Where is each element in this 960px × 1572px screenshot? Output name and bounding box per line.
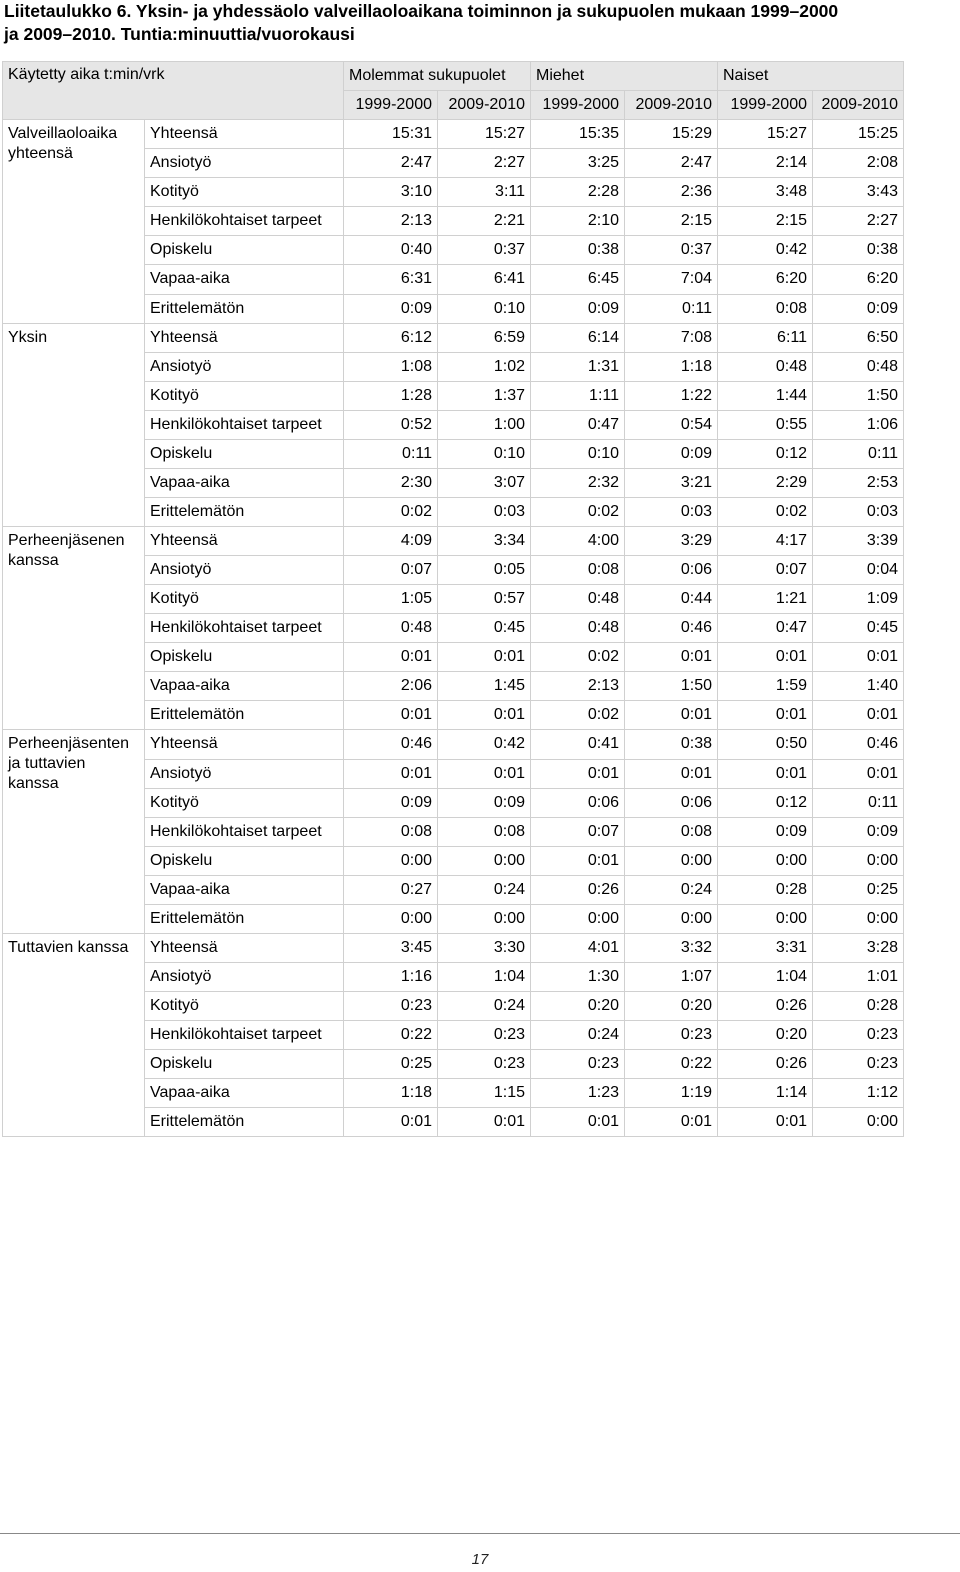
value-cell: 0:40 bbox=[344, 236, 438, 265]
header-group-women: Naiset bbox=[718, 62, 904, 91]
value-cell: 3:28 bbox=[813, 933, 904, 962]
footer-divider bbox=[0, 1533, 960, 1534]
value-cell: 0:44 bbox=[625, 585, 718, 614]
value-cell: 4:09 bbox=[344, 527, 438, 556]
value-cell: 0:23 bbox=[438, 1021, 531, 1050]
value-cell: 0:02 bbox=[718, 497, 813, 526]
value-cell: 0:09 bbox=[813, 294, 904, 323]
value-cell: 2:36 bbox=[625, 178, 718, 207]
value-cell: 2:08 bbox=[813, 149, 904, 178]
value-cell: 2:15 bbox=[625, 207, 718, 236]
row-group-label: Yksin bbox=[3, 323, 145, 526]
value-cell: 0:09 bbox=[344, 788, 438, 817]
value-cell: 0:25 bbox=[813, 875, 904, 904]
table-row bbox=[3, 730, 904, 759]
title-line-2: ja 2009–2010. Tuntia:minuuttia/vuorokausi bbox=[4, 24, 355, 44]
value-cell: 0:38 bbox=[531, 236, 625, 265]
activity-label: Yhteensä bbox=[145, 933, 344, 962]
value-cell: 0:00 bbox=[344, 846, 438, 875]
value-cell: 0:01 bbox=[531, 1108, 625, 1137]
activity-label: Vapaa-aika bbox=[145, 468, 344, 497]
value-cell: 3:31 bbox=[718, 933, 813, 962]
value-cell: 0:54 bbox=[625, 410, 718, 439]
value-cell: 0:50 bbox=[718, 730, 813, 759]
value-cell: 0:47 bbox=[718, 614, 813, 643]
value-cell: 0:24 bbox=[625, 875, 718, 904]
value-cell: 1:45 bbox=[438, 672, 531, 701]
value-cell: 0:09 bbox=[718, 817, 813, 846]
value-cell: 2:21 bbox=[438, 207, 531, 236]
value-cell: 6:20 bbox=[718, 265, 813, 294]
activity-label: Kotityö bbox=[145, 788, 344, 817]
value-cell: 1:19 bbox=[625, 1079, 718, 1108]
table-row bbox=[3, 527, 904, 556]
value-cell: 15:27 bbox=[718, 120, 813, 149]
activity-label: Ansiotyö bbox=[145, 556, 344, 585]
value-cell: 0:01 bbox=[813, 701, 904, 730]
value-cell: 0:01 bbox=[344, 643, 438, 672]
page-title bbox=[4, 0, 954, 46]
value-cell: 0:02 bbox=[344, 497, 438, 526]
value-cell: 1:06 bbox=[813, 410, 904, 439]
table-row bbox=[3, 933, 904, 962]
value-cell: 2:15 bbox=[718, 207, 813, 236]
value-cell: 7:04 bbox=[625, 265, 718, 294]
value-cell: 0:12 bbox=[718, 439, 813, 468]
value-cell: 0:01 bbox=[813, 643, 904, 672]
activity-label: Ansiotyö bbox=[145, 352, 344, 381]
value-cell: 0:01 bbox=[531, 846, 625, 875]
value-cell: 1:37 bbox=[438, 381, 531, 410]
table-row bbox=[3, 323, 904, 352]
activity-label: Yhteensä bbox=[145, 323, 344, 352]
data-table bbox=[2, 61, 904, 1137]
value-cell: 0:24 bbox=[531, 1021, 625, 1050]
value-cell: 1:31 bbox=[531, 352, 625, 381]
value-cell: 0:23 bbox=[438, 1050, 531, 1079]
value-cell: 0:42 bbox=[438, 730, 531, 759]
value-cell: 0:22 bbox=[625, 1050, 718, 1079]
value-cell: 6:31 bbox=[344, 265, 438, 294]
value-cell: 15:29 bbox=[625, 120, 718, 149]
value-cell: 0:08 bbox=[625, 817, 718, 846]
value-cell: 3:34 bbox=[438, 527, 531, 556]
header-year: 2009-2010 bbox=[438, 91, 531, 120]
activity-label: Henkilökohtaiset tarpeet bbox=[145, 817, 344, 846]
activity-label: Vapaa-aika bbox=[145, 672, 344, 701]
row-group-label: Tuttavien kanssa bbox=[3, 933, 145, 1136]
activity-label: Ansiotyö bbox=[145, 962, 344, 991]
value-cell: 1:21 bbox=[718, 585, 813, 614]
value-cell: 0:11 bbox=[813, 788, 904, 817]
value-cell: 0:09 bbox=[531, 294, 625, 323]
value-cell: 1:07 bbox=[625, 962, 718, 991]
value-cell: 0:00 bbox=[531, 904, 625, 933]
value-cell: 0:26 bbox=[718, 1050, 813, 1079]
value-cell: 2:13 bbox=[344, 207, 438, 236]
value-cell: 4:01 bbox=[531, 933, 625, 962]
value-cell: 0:06 bbox=[531, 788, 625, 817]
value-cell: 0:01 bbox=[625, 1108, 718, 1137]
value-cell: 0:01 bbox=[438, 701, 531, 730]
value-cell: 1:04 bbox=[438, 962, 531, 991]
value-cell: 0:06 bbox=[625, 788, 718, 817]
value-cell: 15:27 bbox=[438, 120, 531, 149]
value-cell: 1:08 bbox=[344, 352, 438, 381]
value-cell: 3:32 bbox=[625, 933, 718, 962]
value-cell: 1:01 bbox=[813, 962, 904, 991]
value-cell: 0:48 bbox=[531, 585, 625, 614]
value-cell: 3:11 bbox=[438, 178, 531, 207]
value-cell: 1:02 bbox=[438, 352, 531, 381]
header-group-men: Miehet bbox=[531, 62, 718, 91]
value-cell: 2:14 bbox=[718, 149, 813, 178]
value-cell: 0:38 bbox=[813, 236, 904, 265]
value-cell: 0:01 bbox=[718, 643, 813, 672]
value-cell: 6:14 bbox=[531, 323, 625, 352]
value-cell: 1:44 bbox=[718, 381, 813, 410]
value-cell: 0:10 bbox=[438, 294, 531, 323]
value-cell: 6:20 bbox=[813, 265, 904, 294]
value-cell: 2:27 bbox=[438, 149, 531, 178]
activity-label: Kotityö bbox=[145, 178, 344, 207]
header-year: 2009-2010 bbox=[625, 91, 718, 120]
value-cell: 0:46 bbox=[344, 730, 438, 759]
value-cell: 0:11 bbox=[344, 439, 438, 468]
value-cell: 1:40 bbox=[813, 672, 904, 701]
row-group-label: Perheenjäsenten ja tuttavien kanssa bbox=[3, 730, 145, 933]
value-cell: 0:10 bbox=[531, 439, 625, 468]
value-cell: 0:27 bbox=[344, 875, 438, 904]
value-cell: 0:00 bbox=[813, 1108, 904, 1137]
header-group-both: Molemmat sukupuolet bbox=[344, 62, 531, 91]
activity-label: Opiskelu bbox=[145, 846, 344, 875]
value-cell: 2:32 bbox=[531, 468, 625, 497]
value-cell: 2:13 bbox=[531, 672, 625, 701]
activity-label: Vapaa-aika bbox=[145, 875, 344, 904]
value-cell: 6:59 bbox=[438, 323, 531, 352]
row-group-label: Valveillaoloaika yhteensä bbox=[3, 120, 145, 323]
value-cell: 0:01 bbox=[625, 643, 718, 672]
value-cell: 0:00 bbox=[813, 904, 904, 933]
value-cell: 1:05 bbox=[344, 585, 438, 614]
value-cell: 0:00 bbox=[438, 904, 531, 933]
value-cell: 3:10 bbox=[344, 178, 438, 207]
value-cell: 0:00 bbox=[344, 904, 438, 933]
value-cell: 3:29 bbox=[625, 527, 718, 556]
value-cell: 6:41 bbox=[438, 265, 531, 294]
value-cell: 0:01 bbox=[344, 1108, 438, 1137]
value-cell: 0:11 bbox=[813, 439, 904, 468]
value-cell: 3:21 bbox=[625, 468, 718, 497]
value-cell: 0:02 bbox=[531, 497, 625, 526]
activity-label: Ansiotyö bbox=[145, 149, 344, 178]
value-cell: 0:37 bbox=[625, 236, 718, 265]
value-cell: 0:07 bbox=[344, 556, 438, 585]
value-cell: 6:11 bbox=[718, 323, 813, 352]
value-cell: 15:31 bbox=[344, 120, 438, 149]
activity-label: Erittelemätön bbox=[145, 1108, 344, 1137]
activity-label: Kotityö bbox=[145, 585, 344, 614]
value-cell: 4:17 bbox=[718, 527, 813, 556]
value-cell: 0:23 bbox=[813, 1050, 904, 1079]
value-cell: 0:07 bbox=[718, 556, 813, 585]
value-cell: 0:05 bbox=[438, 556, 531, 585]
activity-label: Erittelemätön bbox=[145, 294, 344, 323]
value-cell: 3:30 bbox=[438, 933, 531, 962]
value-cell: 3:43 bbox=[813, 178, 904, 207]
value-cell: 0:48 bbox=[718, 352, 813, 381]
value-cell: 2:30 bbox=[344, 468, 438, 497]
header-year: 1999-2000 bbox=[531, 91, 625, 120]
value-cell: 0:09 bbox=[813, 817, 904, 846]
value-cell: 2:27 bbox=[813, 207, 904, 236]
value-cell: 0:55 bbox=[718, 410, 813, 439]
value-cell: 6:50 bbox=[813, 323, 904, 352]
value-cell: 0:01 bbox=[438, 759, 531, 788]
value-cell: 0:23 bbox=[344, 992, 438, 1021]
activity-label: Opiskelu bbox=[145, 643, 344, 672]
value-cell: 1:59 bbox=[718, 672, 813, 701]
value-cell: 0:45 bbox=[438, 614, 531, 643]
header-year: 2009-2010 bbox=[813, 91, 904, 120]
value-cell: 0:57 bbox=[438, 585, 531, 614]
value-cell: 0:48 bbox=[531, 614, 625, 643]
activity-label: Erittelemätön bbox=[145, 701, 344, 730]
value-cell: 0:26 bbox=[531, 875, 625, 904]
activity-label: Kotityö bbox=[145, 381, 344, 410]
activity-label: Vapaa-aika bbox=[145, 265, 344, 294]
page-number: 17 bbox=[471, 1551, 489, 1568]
value-cell: 0:38 bbox=[625, 730, 718, 759]
value-cell: 0:07 bbox=[531, 817, 625, 846]
value-cell: 1:50 bbox=[625, 672, 718, 701]
value-cell: 0:25 bbox=[344, 1050, 438, 1079]
value-cell: 1:22 bbox=[625, 381, 718, 410]
value-cell: 0:47 bbox=[531, 410, 625, 439]
value-cell: 2:47 bbox=[625, 149, 718, 178]
activity-label: Vapaa-aika bbox=[145, 1079, 344, 1108]
value-cell: 0:23 bbox=[531, 1050, 625, 1079]
value-cell: 0:01 bbox=[625, 701, 718, 730]
value-cell: 0:45 bbox=[813, 614, 904, 643]
table-header bbox=[3, 62, 904, 120]
value-cell: 3:45 bbox=[344, 933, 438, 962]
value-cell: 0:42 bbox=[718, 236, 813, 265]
activity-label: Yhteensä bbox=[145, 120, 344, 149]
activity-label: Erittelemätön bbox=[145, 904, 344, 933]
activity-label: Opiskelu bbox=[145, 236, 344, 265]
value-cell: 0:28 bbox=[718, 875, 813, 904]
value-cell: 0:48 bbox=[813, 352, 904, 381]
activity-label: Kotityö bbox=[145, 992, 344, 1021]
value-cell: 0:08 bbox=[531, 556, 625, 585]
value-cell: 0:04 bbox=[813, 556, 904, 585]
activity-label: Ansiotyö bbox=[145, 759, 344, 788]
value-cell: 1:15 bbox=[438, 1079, 531, 1108]
value-cell: 4:00 bbox=[531, 527, 625, 556]
value-cell: 0:46 bbox=[625, 614, 718, 643]
value-cell: 0:28 bbox=[813, 992, 904, 1021]
value-cell: 0:41 bbox=[531, 730, 625, 759]
value-cell: 0:46 bbox=[813, 730, 904, 759]
value-cell: 0:00 bbox=[438, 846, 531, 875]
value-cell: 0:48 bbox=[344, 614, 438, 643]
value-cell: 2:06 bbox=[344, 672, 438, 701]
value-cell: 0:23 bbox=[813, 1021, 904, 1050]
value-cell: 0:01 bbox=[718, 759, 813, 788]
table-row bbox=[3, 120, 904, 149]
value-cell: 3:39 bbox=[813, 527, 904, 556]
value-cell: 0:20 bbox=[625, 992, 718, 1021]
value-cell: 0:12 bbox=[718, 788, 813, 817]
value-cell: 0:01 bbox=[344, 701, 438, 730]
activity-label: Yhteensä bbox=[145, 730, 344, 759]
value-cell: 2:10 bbox=[531, 207, 625, 236]
value-cell: 0:11 bbox=[625, 294, 718, 323]
value-cell: 6:45 bbox=[531, 265, 625, 294]
value-cell: 1:04 bbox=[718, 962, 813, 991]
value-cell: 0:09 bbox=[344, 294, 438, 323]
activity-label: Henkilökohtaiset tarpeet bbox=[145, 1021, 344, 1050]
value-cell: 0:01 bbox=[531, 759, 625, 788]
value-cell: 1:00 bbox=[438, 410, 531, 439]
value-cell: 0:02 bbox=[531, 643, 625, 672]
value-cell: 0:08 bbox=[438, 817, 531, 846]
activity-label: Henkilökohtaiset tarpeet bbox=[145, 410, 344, 439]
value-cell: 0:01 bbox=[718, 701, 813, 730]
value-cell: 2:47 bbox=[344, 149, 438, 178]
value-cell: 3:25 bbox=[531, 149, 625, 178]
value-cell: 7:08 bbox=[625, 323, 718, 352]
header-corner: Käytetty aika t:min/vrk bbox=[3, 62, 344, 120]
value-cell: 0:10 bbox=[438, 439, 531, 468]
activity-label: Henkilökohtaiset tarpeet bbox=[145, 614, 344, 643]
value-cell: 0:01 bbox=[813, 759, 904, 788]
value-cell: 1:12 bbox=[813, 1079, 904, 1108]
value-cell: 0:23 bbox=[625, 1021, 718, 1050]
value-cell: 1:18 bbox=[344, 1079, 438, 1108]
value-cell: 0:22 bbox=[344, 1021, 438, 1050]
value-cell: 0:08 bbox=[718, 294, 813, 323]
value-cell: 0:01 bbox=[625, 759, 718, 788]
value-cell: 1:11 bbox=[531, 381, 625, 410]
value-cell: 1:18 bbox=[625, 352, 718, 381]
value-cell: 0:01 bbox=[718, 1108, 813, 1137]
value-cell: 0:09 bbox=[438, 788, 531, 817]
activity-label: Opiskelu bbox=[145, 1050, 344, 1079]
value-cell: 0:01 bbox=[438, 643, 531, 672]
row-group-label: Perheenjäsenen kanssa bbox=[3, 527, 145, 730]
value-cell: 0:00 bbox=[718, 904, 813, 933]
activity-label: Henkilökohtaiset tarpeet bbox=[145, 207, 344, 236]
value-cell: 0:52 bbox=[344, 410, 438, 439]
value-cell: 0:01 bbox=[438, 1108, 531, 1137]
header-year: 1999-2000 bbox=[344, 91, 438, 120]
value-cell: 0:37 bbox=[438, 236, 531, 265]
value-cell: 1:50 bbox=[813, 381, 904, 410]
value-cell: 1:14 bbox=[718, 1079, 813, 1108]
activity-label: Yhteensä bbox=[145, 527, 344, 556]
activity-label: Opiskelu bbox=[145, 439, 344, 468]
value-cell: 1:23 bbox=[531, 1079, 625, 1108]
value-cell: 1:28 bbox=[344, 381, 438, 410]
value-cell: 0:03 bbox=[813, 497, 904, 526]
header-year: 1999-2000 bbox=[718, 91, 813, 120]
value-cell: 0:01 bbox=[344, 759, 438, 788]
value-cell: 0:02 bbox=[531, 701, 625, 730]
value-cell: 0:20 bbox=[718, 1021, 813, 1050]
value-cell: 2:29 bbox=[718, 468, 813, 497]
value-cell: 0:03 bbox=[438, 497, 531, 526]
value-cell: 3:07 bbox=[438, 468, 531, 497]
value-cell: 1:16 bbox=[344, 962, 438, 991]
value-cell: 0:00 bbox=[625, 904, 718, 933]
activity-label: Erittelemätön bbox=[145, 497, 344, 526]
value-cell: 2:53 bbox=[813, 468, 904, 497]
table-body bbox=[3, 120, 904, 1137]
title-line-1: Liitetaulukko 6. Yksin- ja yhdessäolo valveillaoloaikana toiminnon ja sukupuolen mukaan 1999–2000 bbox=[4, 1, 839, 21]
value-cell: 0:00 bbox=[625, 846, 718, 875]
value-cell: 6:12 bbox=[344, 323, 438, 352]
value-cell: 0:24 bbox=[438, 875, 531, 904]
value-cell: 0:00 bbox=[813, 846, 904, 875]
value-cell: 0:00 bbox=[718, 846, 813, 875]
value-cell: 0:03 bbox=[625, 497, 718, 526]
value-cell: 15:25 bbox=[813, 120, 904, 149]
value-cell: 1:09 bbox=[813, 585, 904, 614]
value-cell: 15:35 bbox=[531, 120, 625, 149]
value-cell: 0:09 bbox=[625, 439, 718, 468]
value-cell: 1:30 bbox=[531, 962, 625, 991]
value-cell: 0:26 bbox=[718, 992, 813, 1021]
value-cell: 0:08 bbox=[344, 817, 438, 846]
value-cell: 0:24 bbox=[438, 992, 531, 1021]
value-cell: 0:20 bbox=[531, 992, 625, 1021]
value-cell: 0:06 bbox=[625, 556, 718, 585]
value-cell: 3:48 bbox=[718, 178, 813, 207]
value-cell: 2:28 bbox=[531, 178, 625, 207]
